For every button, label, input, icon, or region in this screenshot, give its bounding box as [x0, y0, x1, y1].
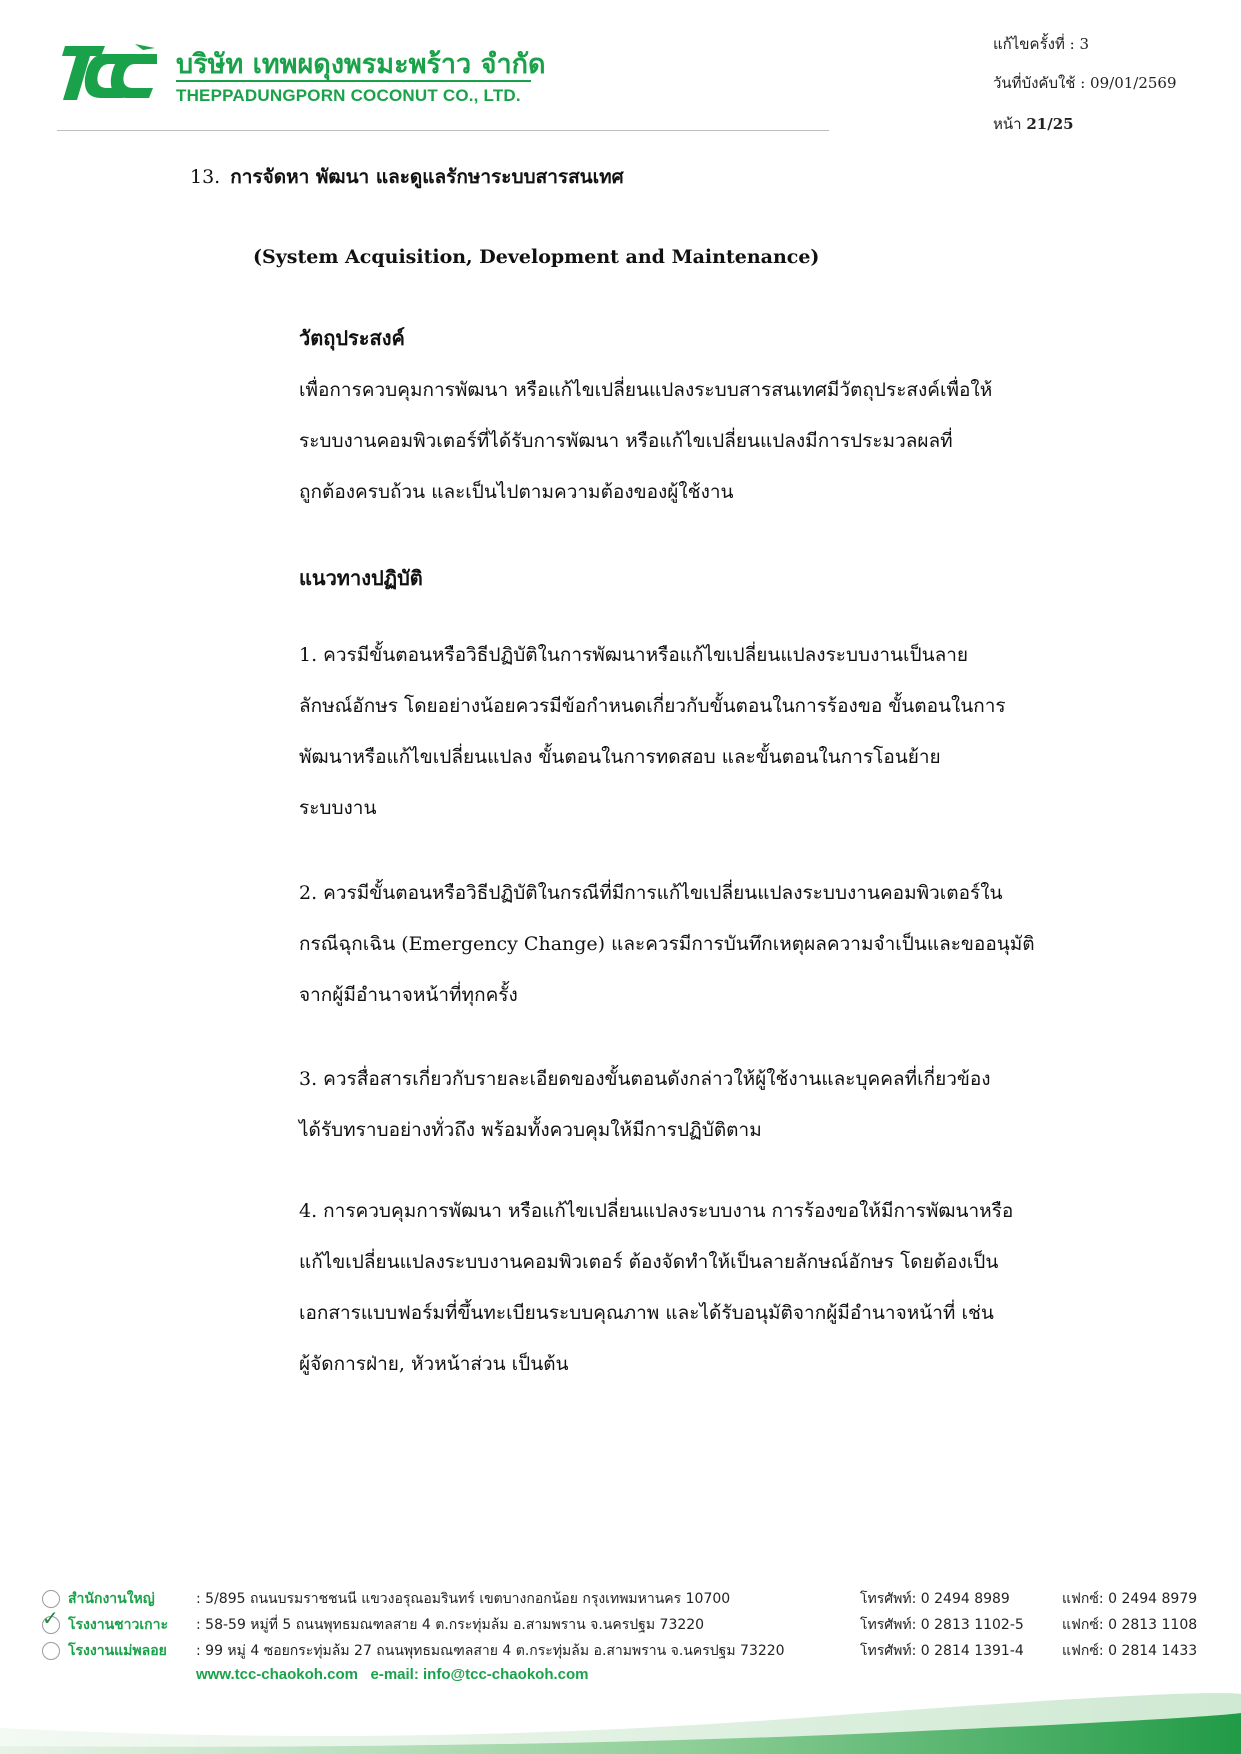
company-name-english: THEPPADUNGPORN COCONUT CO., LTD.	[176, 86, 521, 105]
guideline-item-1	[299, 630, 1099, 834]
page-label: หน้า	[993, 115, 1022, 133]
guideline-line: 4. การควบคุมการพัฒนา หรือแก้ไขเปลี่ยนแปลงระบบงาน การร้องขอให้มีการพัฒนาหรือ	[299, 1200, 1014, 1222]
footer-email: e-mail: info@tcc-chaokoh.com	[370, 1666, 589, 1683]
guideline-line: จากผู้มีอำนาจหน้าที่ทุกครั้ง	[299, 984, 518, 1006]
guideline-line: เอกสารแบบฟอร์มที่ขึ้นทะเบียนระบบคุณภาพ และได้รับอนุมัติจากผู้มีอำนาจหน้าที่ เช่น	[299, 1302, 994, 1324]
guideline-item-3	[299, 1054, 1099, 1156]
objective-heading: วัตถุประสงค์	[299, 326, 405, 350]
tcc-logo	[57, 42, 157, 104]
guideline-line: 1. ควรมีขั้นตอนหรือวิธีปฏิบัติในการพัฒนาหรือแก้ไขเปลี่ยนแปลงระบบงานเป็นลาย	[299, 644, 969, 666]
effective-date: วันที่บังคับใช้ : 09/01/2569	[993, 74, 1177, 92]
footer-factory2-label: โรงงานแม่พลอย	[68, 1643, 167, 1659]
guideline-line: ลักษณ์อักษร โดยอย่างน้อยควรมีข้อกำหนดเกี่ยวกับขั้นตอนในการร้องขอ ขั้นตอนในการ	[299, 695, 1006, 717]
footer-factory2-phone: โทรศัพท์: 0 2814 1391-4	[860, 1643, 1024, 1659]
guideline-item-4	[299, 1186, 1099, 1390]
footer-office-label: สำนักงานใหญ่	[68, 1591, 155, 1607]
footer	[0, 1570, 1241, 1754]
footer-contact	[196, 1666, 589, 1683]
footer-factory2-address: : 99 หมู่ 4 ซอยกระทุ่มล้ม 27 ถนนพุทธมณฑลสาย 4 ต.กระทุ่มล้ม อ.สามพราน จ.นครปฐม 73220	[196, 1643, 785, 1659]
guideline-line: ระบบงาน	[299, 797, 377, 819]
guidelines-heading: แนวทางปฏิบัติ	[299, 566, 423, 590]
footer-factory1-label: โรงงานชาวเกาะ	[68, 1617, 169, 1633]
objective-paragraph	[299, 365, 1099, 518]
header-divider	[57, 130, 829, 131]
guideline-line: ได้รับทราบอย่างทั่วถึง พร้อมทั้งควบคุมให้มีการปฏิบัติตาม	[299, 1119, 762, 1141]
guideline-line: 2. ควรมีขั้นตอนหรือวิธีปฏิบัติในกรณีที่มีการแก้ไขเปลี่ยนแปลงระบบงานคอมพิวเตอร์ใน	[299, 882, 1003, 904]
section-subtitle: (System Acquisition, Development and Maintenance)	[253, 246, 820, 268]
section-title	[190, 162, 624, 192]
page-value: 21/25	[1026, 115, 1074, 133]
footer-factory1-address: : 58-59 หมู่ที่ 5 ถนนพุทธมณฑลสาย 4 ต.กระทุ่มล้ม อ.สามพราน จ.นครปฐม 73220	[196, 1617, 705, 1633]
revision-number: แก้ไขครั้งที่ : 3	[993, 35, 1089, 53]
footer-website: www.tcc-chaokoh.com	[196, 1666, 358, 1683]
objective-line: ถูกต้องครบถ้วน และเป็นไปตามความต้องของผู้ใช้งาน	[299, 481, 734, 503]
guideline-line: พัฒนาหรือแก้ไขเปลี่ยนแปลง ขั้นตอนในการทดสอบ และขั้นตอนในการโอนย้าย	[299, 746, 941, 768]
page-number	[993, 112, 1074, 136]
guideline-line: กรณีฉุกเฉิน (Emergency Change) และควรมีการบันทึกเหตุผลความจำเป็นและขออนุมัติ	[299, 933, 1035, 955]
objective-line: เพื่อการควบคุมการพัฒนา หรือแก้ไขเปลี่ยนแปลงระบบสารสนเทศมีวัตถุประสงค์เพื่อให้	[299, 379, 993, 401]
section-number: 13.	[190, 166, 221, 188]
footer-office-phone: โทรศัพท์: 0 2494 8989	[860, 1591, 1010, 1607]
guideline-line: แก้ไขเปลี่ยนแปลงระบบงานคอมพิวเตอร์ ต้องจัดทำให้เป็นลายลักษณ์อักษร โดยต้องเป็น	[299, 1251, 999, 1273]
footer-factory2-fax: แฟกซ์: 0 2814 1433	[1062, 1643, 1198, 1659]
guideline-item-2	[299, 868, 1099, 1021]
footer-factory1-phone: โทรศัพท์: 0 2813 1102-5	[860, 1617, 1024, 1633]
footer-wave-decoration	[0, 1688, 1241, 1754]
logo-underline	[176, 80, 531, 82]
company-name-thai: บริษัท เทพผดุงพรมะพร้าว จำกัด	[176, 49, 546, 80]
circle-icon	[42, 1642, 60, 1660]
check-mark-icon: ✓	[42, 1606, 59, 1630]
footer-office-fax: แฟกซ์: 0 2494 8979	[1062, 1591, 1198, 1607]
guideline-line: ผู้จัดการฝ่าย, หัวหน้าส่วน เป็นต้น	[299, 1353, 569, 1375]
footer-factory1-fax: แฟกซ์: 0 2813 1108	[1062, 1617, 1198, 1633]
objective-line: ระบบงานคอมพิวเตอร์ที่ได้รับการพัฒนา หรือแก้ไขเปลี่ยนแปลงมีการประมวลผลที่	[299, 430, 953, 452]
section-title-text: การจัดหา พัฒนา และดูแลรักษาระบบสารสนเทศ	[230, 166, 624, 188]
footer-office-address: : 5/895 ถนนบรมราชชนนี แขวงอรุณอมรินทร์ เขตบางกอกน้อย กรุงเทพมหานคร 10700	[196, 1591, 731, 1607]
guideline-line: 3. ควรสื่อสารเกี่ยวกับรายละเอียดของขั้นตอนดังกล่าวให้ผู้ใช้งานและบุคคลที่เกี่ยวข้อง	[299, 1068, 991, 1090]
